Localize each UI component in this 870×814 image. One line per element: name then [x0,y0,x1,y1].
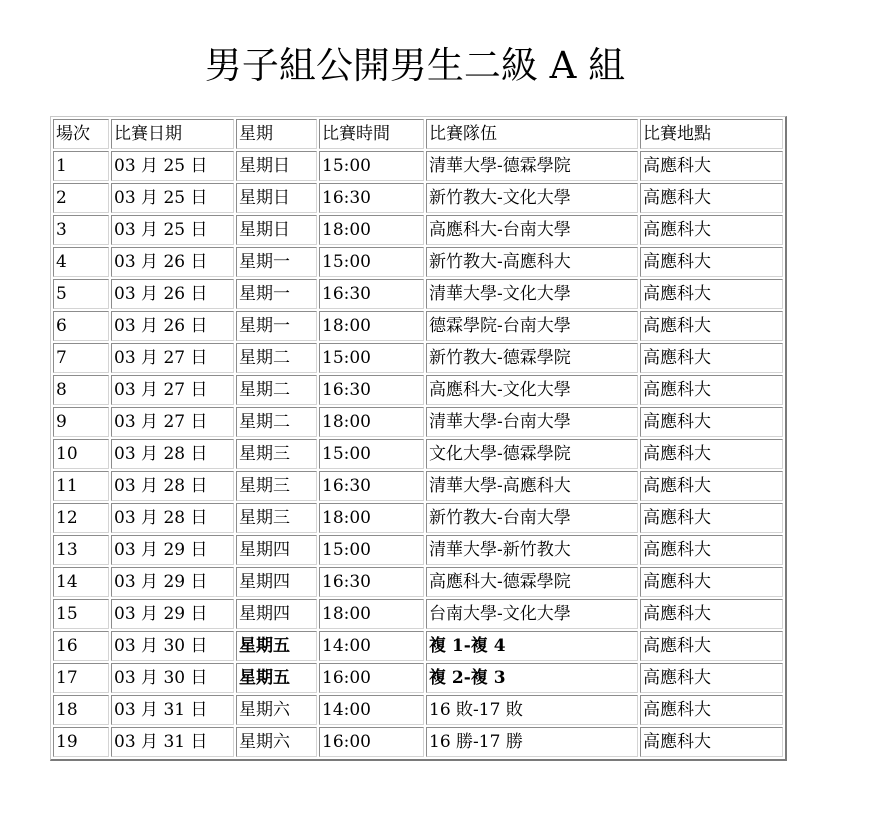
cell-time: 16:30 [319,471,424,501]
cell-date: 03 月 28 日 [111,471,234,501]
cell-venue: 高應科大 [640,439,783,469]
cell-weekday: 星期四 [236,535,317,565]
cell-match-no: 1 [53,151,109,181]
cell-weekday: 星期三 [236,503,317,533]
cell-teams: 複 2-複 3 [426,663,638,693]
cell-teams: 高應科大-台南大學 [426,215,638,245]
cell-match-no: 7 [53,343,109,373]
cell-weekday: 星期日 [236,215,317,245]
cell-date: 03 月 26 日 [111,311,234,341]
cell-weekday: 星期一 [236,279,317,309]
cell-match-no: 15 [53,599,109,629]
cell-teams: 清華大學-德霖學院 [426,151,638,181]
header-cell-match-no: 場次 [53,119,109,149]
cell-weekday: 星期三 [236,439,317,469]
cell-teams: 清華大學-高應科大 [426,471,638,501]
table-row [53,727,783,757]
cell-time: 16:00 [319,727,424,757]
cell-weekday: 星期二 [236,375,317,405]
cell-match-no: 11 [53,471,109,501]
cell-venue: 高應科大 [640,375,783,405]
cell-venue: 高應科大 [640,311,783,341]
cell-teams: 新竹教大-德霖學院 [426,343,638,373]
cell-match-no: 18 [53,695,109,725]
cell-time: 16:30 [319,183,424,213]
table-row [53,311,783,341]
cell-time: 14:00 [319,695,424,725]
cell-date: 03 月 29 日 [111,535,234,565]
cell-teams: 清華大學-新竹教大 [426,535,638,565]
table-row [53,215,783,245]
table-row [53,471,783,501]
cell-date: 03 月 31 日 [111,727,234,757]
table-row [53,375,783,405]
cell-weekday: 星期日 [236,183,317,213]
table-row [53,343,783,373]
cell-venue: 高應科大 [640,503,783,533]
cell-teams: 文化大學-德霖學院 [426,439,638,469]
cell-venue: 高應科大 [640,279,783,309]
cell-match-no: 6 [53,311,109,341]
cell-match-no: 10 [53,439,109,469]
cell-venue: 高應科大 [640,471,783,501]
cell-teams: 新竹教大-文化大學 [426,183,638,213]
table-row [53,503,783,533]
cell-time: 15:00 [319,343,424,373]
cell-match-no: 2 [53,183,109,213]
cell-time: 14:00 [319,631,424,661]
cell-date: 03 月 27 日 [111,375,234,405]
cell-teams: 16 敗-17 敗 [426,695,638,725]
table-row [53,663,783,693]
page-title: 男子組公開男生二級 A 組 [204,44,626,87]
cell-venue: 高應科大 [640,727,783,757]
header-cell-time: 比賽時間 [319,119,424,149]
cell-teams: 德霖學院-台南大學 [426,311,638,341]
cell-date: 03 月 30 日 [111,663,234,693]
table-row [53,439,783,469]
cell-weekday: 星期五 [236,663,317,693]
cell-weekday: 星期五 [236,631,317,661]
table-body [53,119,783,757]
cell-weekday: 星期一 [236,247,317,277]
cell-match-no: 4 [53,247,109,277]
cell-match-no: 16 [53,631,109,661]
cell-date: 03 月 26 日 [111,279,234,309]
cell-venue: 高應科大 [640,663,783,693]
cell-venue: 高應科大 [640,631,783,661]
cell-match-no: 12 [53,503,109,533]
cell-teams: 16 勝-17 勝 [426,727,638,757]
cell-time: 18:00 [319,215,424,245]
cell-time: 15:00 [319,151,424,181]
table-header-row [53,119,783,149]
cell-weekday: 星期日 [236,151,317,181]
cell-time: 16:30 [319,279,424,309]
cell-date: 03 月 29 日 [111,567,234,597]
schedule-table [50,116,787,761]
table-row [53,567,783,597]
cell-teams: 清華大學-文化大學 [426,279,638,309]
cell-weekday: 星期二 [236,407,317,437]
cell-match-no: 14 [53,567,109,597]
cell-time: 16:30 [319,567,424,597]
cell-time: 18:00 [319,503,424,533]
cell-date: 03 月 31 日 [111,695,234,725]
cell-time: 16:00 [319,663,424,693]
cell-date: 03 月 30 日 [111,631,234,661]
table-row [53,151,783,181]
cell-match-no: 17 [53,663,109,693]
cell-teams: 新竹教大-高應科大 [426,247,638,277]
table-row [53,247,783,277]
cell-weekday: 星期六 [236,695,317,725]
cell-date: 03 月 27 日 [111,343,234,373]
cell-date: 03 月 26 日 [111,247,234,277]
cell-weekday: 星期六 [236,727,317,757]
cell-teams: 高應科大-德霖學院 [426,567,638,597]
cell-match-no: 9 [53,407,109,437]
cell-time: 18:00 [319,407,424,437]
cell-date: 03 月 25 日 [111,215,234,245]
cell-weekday: 星期三 [236,471,317,501]
cell-time: 18:00 [319,311,424,341]
cell-date: 03 月 28 日 [111,503,234,533]
table-row [53,183,783,213]
cell-venue: 高應科大 [640,215,783,245]
cell-match-no: 3 [53,215,109,245]
cell-date: 03 月 25 日 [111,151,234,181]
cell-venue: 高應科大 [640,695,783,725]
header-cell-venue: 比賽地點 [640,119,783,149]
cell-venue: 高應科大 [640,343,783,373]
cell-weekday: 星期一 [236,311,317,341]
cell-teams: 新竹教大-台南大學 [426,503,638,533]
cell-time: 15:00 [319,247,424,277]
cell-date: 03 月 25 日 [111,183,234,213]
cell-time: 18:00 [319,599,424,629]
cell-venue: 高應科大 [640,567,783,597]
cell-match-no: 19 [53,727,109,757]
cell-date: 03 月 27 日 [111,407,234,437]
cell-weekday: 星期四 [236,599,317,629]
cell-venue: 高應科大 [640,183,783,213]
table-row [53,535,783,565]
cell-venue: 高應科大 [640,247,783,277]
cell-venue: 高應科大 [640,599,783,629]
header-cell-weekday: 星期 [236,119,317,149]
header-cell-date: 比賽日期 [111,119,234,149]
cell-weekday: 星期二 [236,343,317,373]
table-row [53,631,783,661]
cell-teams: 台南大學-文化大學 [426,599,638,629]
header-cell-teams: 比賽隊伍 [426,119,638,149]
cell-teams: 高應科大-文化大學 [426,375,638,405]
cell-venue: 高應科大 [640,535,783,565]
cell-match-no: 13 [53,535,109,565]
table-row [53,695,783,725]
cell-date: 03 月 28 日 [111,439,234,469]
cell-match-no: 8 [53,375,109,405]
cell-time: 15:00 [319,439,424,469]
cell-weekday: 星期四 [236,567,317,597]
cell-venue: 高應科大 [640,151,783,181]
table-row [53,407,783,437]
table-row [53,279,783,309]
cell-date: 03 月 29 日 [111,599,234,629]
cell-time: 15:00 [319,535,424,565]
cell-teams: 複 1-複 4 [426,631,638,661]
cell-match-no: 5 [53,279,109,309]
cell-teams: 清華大學-台南大學 [426,407,638,437]
table-row [53,599,783,629]
cell-time: 16:30 [319,375,424,405]
cell-venue: 高應科大 [640,407,783,437]
